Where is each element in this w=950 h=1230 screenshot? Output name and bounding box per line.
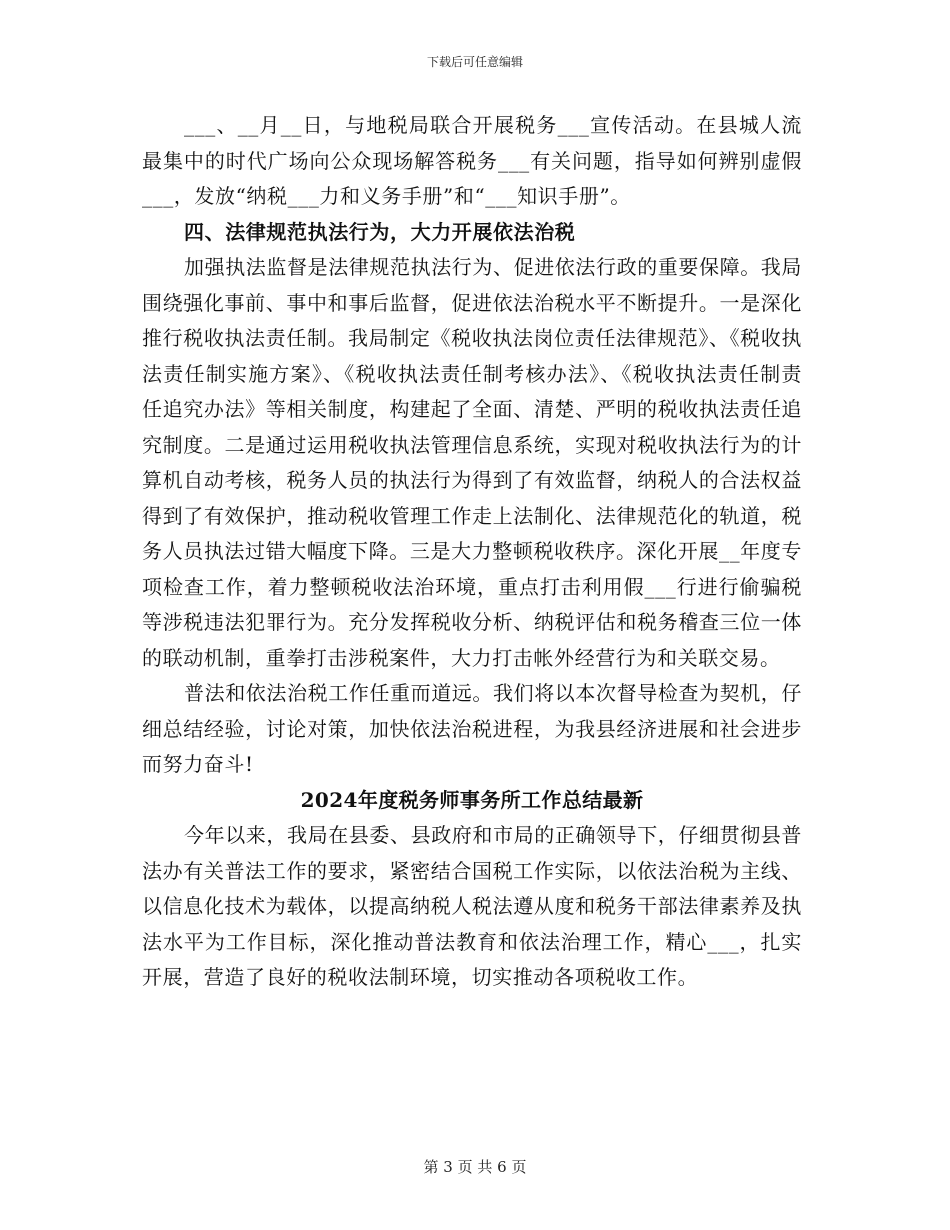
section-heading-4: 四、法律规范执法行为，大力开展依法治税 — [184, 219, 576, 244]
page-header: 下载后可任意编辑 — [426, 55, 523, 69]
paragraph-new-intro: 今年以来，我局在县委、县政府和市局的正确领导下，仔细贯彻县普法办有关普法工作的要求，紧密结合国税工作实际，以依法治税为主线、以信息化技术为载体，以提高纳税人税法遵从度和税务干部法律素养及执法水平为工作目标，深化推动普法教育和依法治理工作，精心___，扎实开展，营造了良好的税收法制环境，切实推动各项税收工作。 — [142, 823, 802, 989]
document-body — [142, 108, 802, 996]
paragraph-enforcement: 加强执法监督是法律规范执法行为、促进依法行政的重要保障。我局围绕强化事前、事中和事后监督，促进依法治税水平不断提升。一是深化推行税收执法责任制。我局制定《税收执法岗位责任法律规范》、《税收执法责任制实施方案》、《税收执法责任制考核办法》、《税收执法责任制责任追究办法》等相关制度，构建起了全面、清楚、严明的税收执法责任追究制度。二是通过运用税收执法管理信息系统，实现对税收执法行为的计算机自动考核，税务人员的执法行为得到了有效监督，纳税人的合法权益得到了有效保护，推动税收管理工作走上法制化、法律规范化的轨道，税务人员执法过错大幅度下降。三是大力整顿税收秩序。深化开展__年度专项检查工作，着力整顿税收法治环境，重点打击利用假___行进行偷骗税等涉税违法犯罪行为。充分发挥税收分析、纳税评估和税务稽查三位一体的联动机制，重拳打击涉税案件，大力打击帐外经营行为和关联交易。 — [142, 255, 802, 670]
paragraph-intro: ___、__月__日，与地税局联合开展税务___宣传活动。在县城人流最集中的时代广场向公众现场解答税务___有关问题，指导如何辨别虚假___，发放“纳税___力和义务手册”和“___知识手册”。 — [142, 113, 802, 208]
page-number: 第 3 页 共 6 页 — [423, 1158, 527, 1176]
paragraph-conclusion: 普法和依法治税工作任重而道远。我们将以本次督导检查为契机，仔细总结经验，讨论对策，加快依法治税进程，为我县经济进展和社会进步而努力奋斗! — [142, 681, 802, 776]
document-title: 2024年度税务师事务所工作总结最新 — [300, 787, 644, 812]
